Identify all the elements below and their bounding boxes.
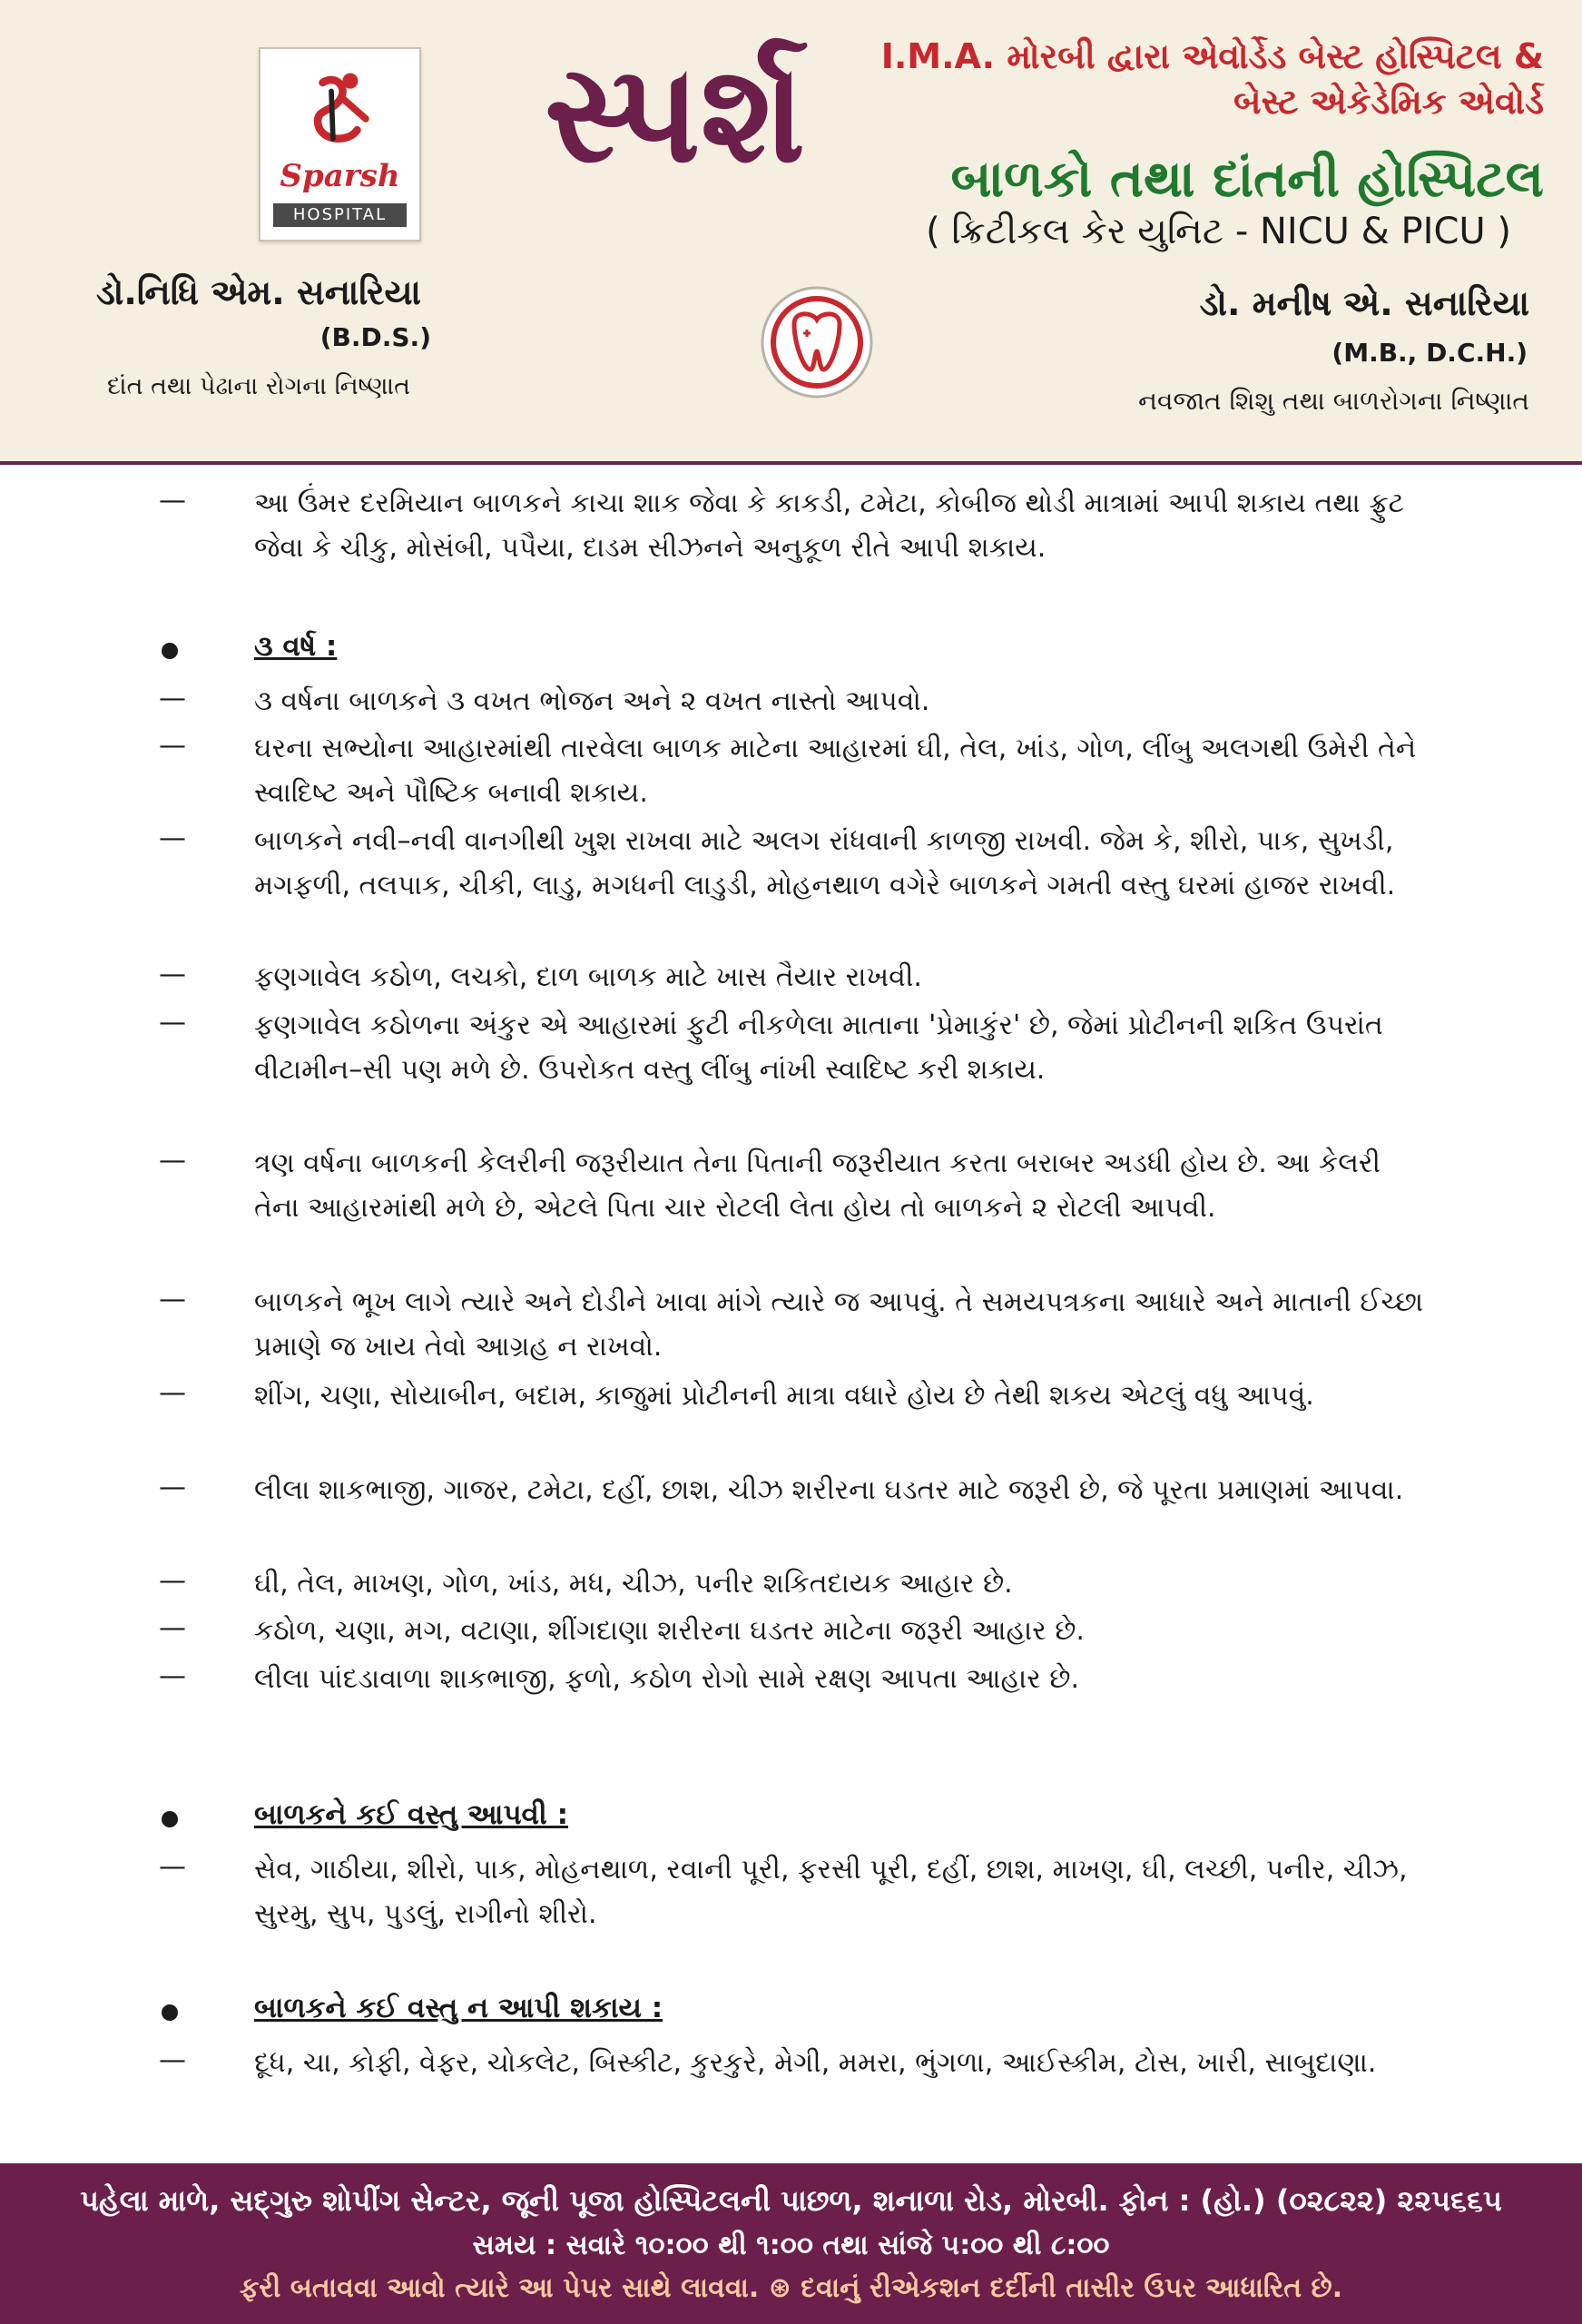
footer-note: ફરી બતાવવા આવો ત્યારે આ પેપર સાથે લાવવા. ⊛ દવાનું રીએકશન દર્દીની તાસીર ઉપર આધારિત છે. [239, 2272, 1343, 2304]
section-heading-what-not-to-give: બાળકને કઈ વસ્તુ ન આપી શકાય : [254, 1992, 663, 2024]
dash-marker: — [159, 1007, 186, 1039]
section-bullet-icon [162, 643, 178, 659]
item-text: આ ઉંમર દરમિયાન બાળકને કાચા શાક જેવા કે કાકડી, ટમેટા, કોબીજ થોડી માત્રામાં આપી શકાય તથા ફ્રુટ જેવા કે ચીકુ, મોસંબી, પપૈયા, દાડમ સીઝનને અનુકૂળ રીતે આપી શકાય. [254, 487, 1405, 564]
item-text: શીંગ, ચણા, સોયાબીન, બદામ, કાજુમાં પ્રોટીનની માત્રા વધારે હોય છે તેથી શકય એટલું વધુ આપવું. [254, 1380, 1314, 1412]
dash-marker: — [159, 730, 186, 762]
item-text: સેવ, ગાઠીયા, શીરો, પાક, મોહનથાળ, રવાની પૂરી, ફરસી પૂરી, દહીં, છાશ, માખણ, ઘી, લચ્છી, પનીર, ચીઝ, સુરમુ, સુપ, પુડલું, રાગીનો શીરો. [254, 1854, 1408, 1930]
doctor-right-name: ડો. મનીષ એ. સનારિયા [1199, 283, 1529, 323]
dash-marker: — [159, 1472, 186, 1503]
section-heading-what-to-give: બાળકને કઈ વસ્તુ આપવી : [254, 1798, 568, 1831]
dash-marker: — [159, 683, 186, 714]
dash-marker: — [159, 1660, 186, 1692]
doctor-right-degree: (M.B., D.C.H.) [1331, 338, 1528, 368]
logo-wordmark: Sparsh [280, 158, 400, 194]
letterhead-footer [0, 2163, 1582, 2324]
dash-marker: — [159, 485, 186, 517]
item-text: લીલા શાકભાજી, ગાજર, ટમેટા, દહીં, છાશ, ચીઝ શરીરના ઘડતર માટે જરૂરી છે, જે પૂરતા પ્રમાણમાં આપવા. [254, 1474, 1404, 1506]
award-line-1: I.M.A. મોરબી દ્વારા એવોર્ડેડ બેસ્ટ હોસ્પિટલ & [880, 36, 1544, 76]
header-divider [0, 461, 1582, 465]
logo-subtitle: HOSPITAL [273, 203, 407, 227]
item-text: ઘી, તેલ, માખણ, ગોળ, ખાંડ, મધ, ચીઝ, પનીર શકિતદાયક આહાર છે. [254, 1568, 1013, 1600]
item-text: દૂધ, ચા, કોફી, વેફર, ચોકલેટ, બિસ્કીટ, કુરકુરે, મેગી, મમરા, ભુંગળા, આઈસ્કીમ, ટોસ, ખારી, સાબુદાણા. [254, 2047, 1377, 2079]
hospital-logo [259, 47, 421, 241]
item-text: બાળકને ભૂખ લાગે ત્યારે અને દોડીને ખાવા માંગે ત્યારે જ આપવું. તે સમયપત્રકના આધારે અને માતાની ઈચ્છા પ્રમાણે જ ખાય તેવો આગ્રહ ન રાખવો. [254, 1286, 1424, 1363]
dash-marker: — [159, 1377, 186, 1409]
item-text: લીલા પાંદડાવાળા શાકભાજી, ફળો, કઠોળ રોગો સામે રક્ષણ આપતા આહાર છે. [254, 1663, 1080, 1695]
doctor-left-degree: (B.D.S.) [319, 322, 431, 352]
dash-marker: — [159, 1284, 186, 1315]
dash-marker: — [159, 1565, 186, 1597]
dash-marker: — [159, 1851, 186, 1883]
dash-marker: — [159, 2044, 186, 2076]
dash-marker: — [159, 1145, 186, 1177]
section-bullet-icon [162, 1811, 178, 1827]
award-line-2: બેસ્ટ એકેડેમિક એવોર્ડ [1233, 82, 1544, 122]
item-text: ત્રણ વર્ષના બાળકની કેલરીની જરૂરીયાત તેના પિતાની જરૂરીયાત કરતા બરાબર અડધી હોય છે. આ કેલરી તેના આહારમાંથી મળે છે, એટલે પિતા ચાર રોટલી લેતા હોય તો બાળકને ૨ રોટલી આપવી. [254, 1147, 1381, 1224]
care-unit: ( ક્રિટીકલ કેર યુનિટ - NICU & PICU ) [926, 211, 1511, 252]
item-text: બાળકને નવી–નવી વાનગીથી ખુશ રાખવા માટે અલગ રાંધવાની કાળજી રાખવી. જેમ કે, શીરો, પાક, સુખડી, મગફળી, તલપાક, ચીકી, લાડુ, મગધની લાડુડી, મોહનથાળ વગેરે બાળકને ગમતી વસ્તુ ઘરમાં હાજર રાખવી. [254, 825, 1396, 901]
letterhead-header [0, 0, 1582, 463]
dash-marker: — [159, 959, 186, 990]
doctor-left-name: ડો.નિધિ એમ. સનારિયા [96, 272, 421, 312]
section-bullet-icon [162, 2004, 178, 2021]
dash-marker: — [159, 822, 186, 854]
tooth-emblem-icon [758, 283, 876, 401]
section-heading-3-years: ૩ વર્ષ : [254, 630, 338, 663]
hospital-name: બાળકો તથા દાંતની હોસ્પિટલ [950, 150, 1544, 209]
item-text: ઘરના સભ્યોના આહારમાંથી તારવેલા બાળક માટેના આહારમાં ઘી, તેલ, ખાંડ, ગોળ, લીંબુ અલગથી ઉમેરી તેને સ્વાદિષ્ટ અને પૌષ્ટિક બનાવી શકાય. [254, 733, 1417, 809]
footer-timing: સમય : સવારે ૧૦:૦૦ થી ૧:૦૦ તથા સાંજે ૫:૦૦ થી ૮:૦૦ [472, 2230, 1110, 2261]
brand-title: સ્પર્શ [545, 34, 806, 193]
doctor-right-specialty: નવજાત શિશુ તથા બાળરોગના નિષ્ણાત [1138, 386, 1529, 416]
footer-address: પહેલા માળે, સદ્ગુરુ શોપીંગ સેન્ટર, જૂની પૂજા હોસ્પિટલની પાછળ, શનાળા રોડ, મોરબી. ફોન : (હો.) (૦૨૮૨૨) ૨૨૫૬૬૫ [80, 2183, 1502, 2218]
doctor-left-specialty: દાંત તથા પેઢાના રોગના નિષ્ણાત [106, 372, 411, 400]
dash-marker: — [159, 1612, 186, 1644]
item-text: ૩ વર્ષના બાળકને ૩ વખત ભોજન અને ૨ વખત નાસ્તો આપવો. [254, 685, 930, 717]
item-text: ફણગાવેલ કઠોળ, લચકો, દાળ બાળક માટે ખાસ તૈયાર રાખવી. [254, 961, 922, 993]
item-text: ફણગાવેલ કઠોળના અંકુર એ આહારમાં ફુટી નીકળેલા માતાના 'પ્રેમાકુંર' છે, જેમાં પ્રોટીનની શકિત ઉપરાંત વીટામીન–સી પણ મળે છે. ઉપરોકત વસ્તુ લીંબુ નાંખી સ્વાદિષ્ટ કરી શકાય. [254, 1009, 1383, 1086]
item-text: કઠોળ, ચણા, મગ, વટાણા, શીંગદાણા શરીરના ઘડતર માટેના જરૂરી આહાર છે. [254, 1615, 1085, 1647]
sparsh-logo-icon [297, 65, 383, 152]
